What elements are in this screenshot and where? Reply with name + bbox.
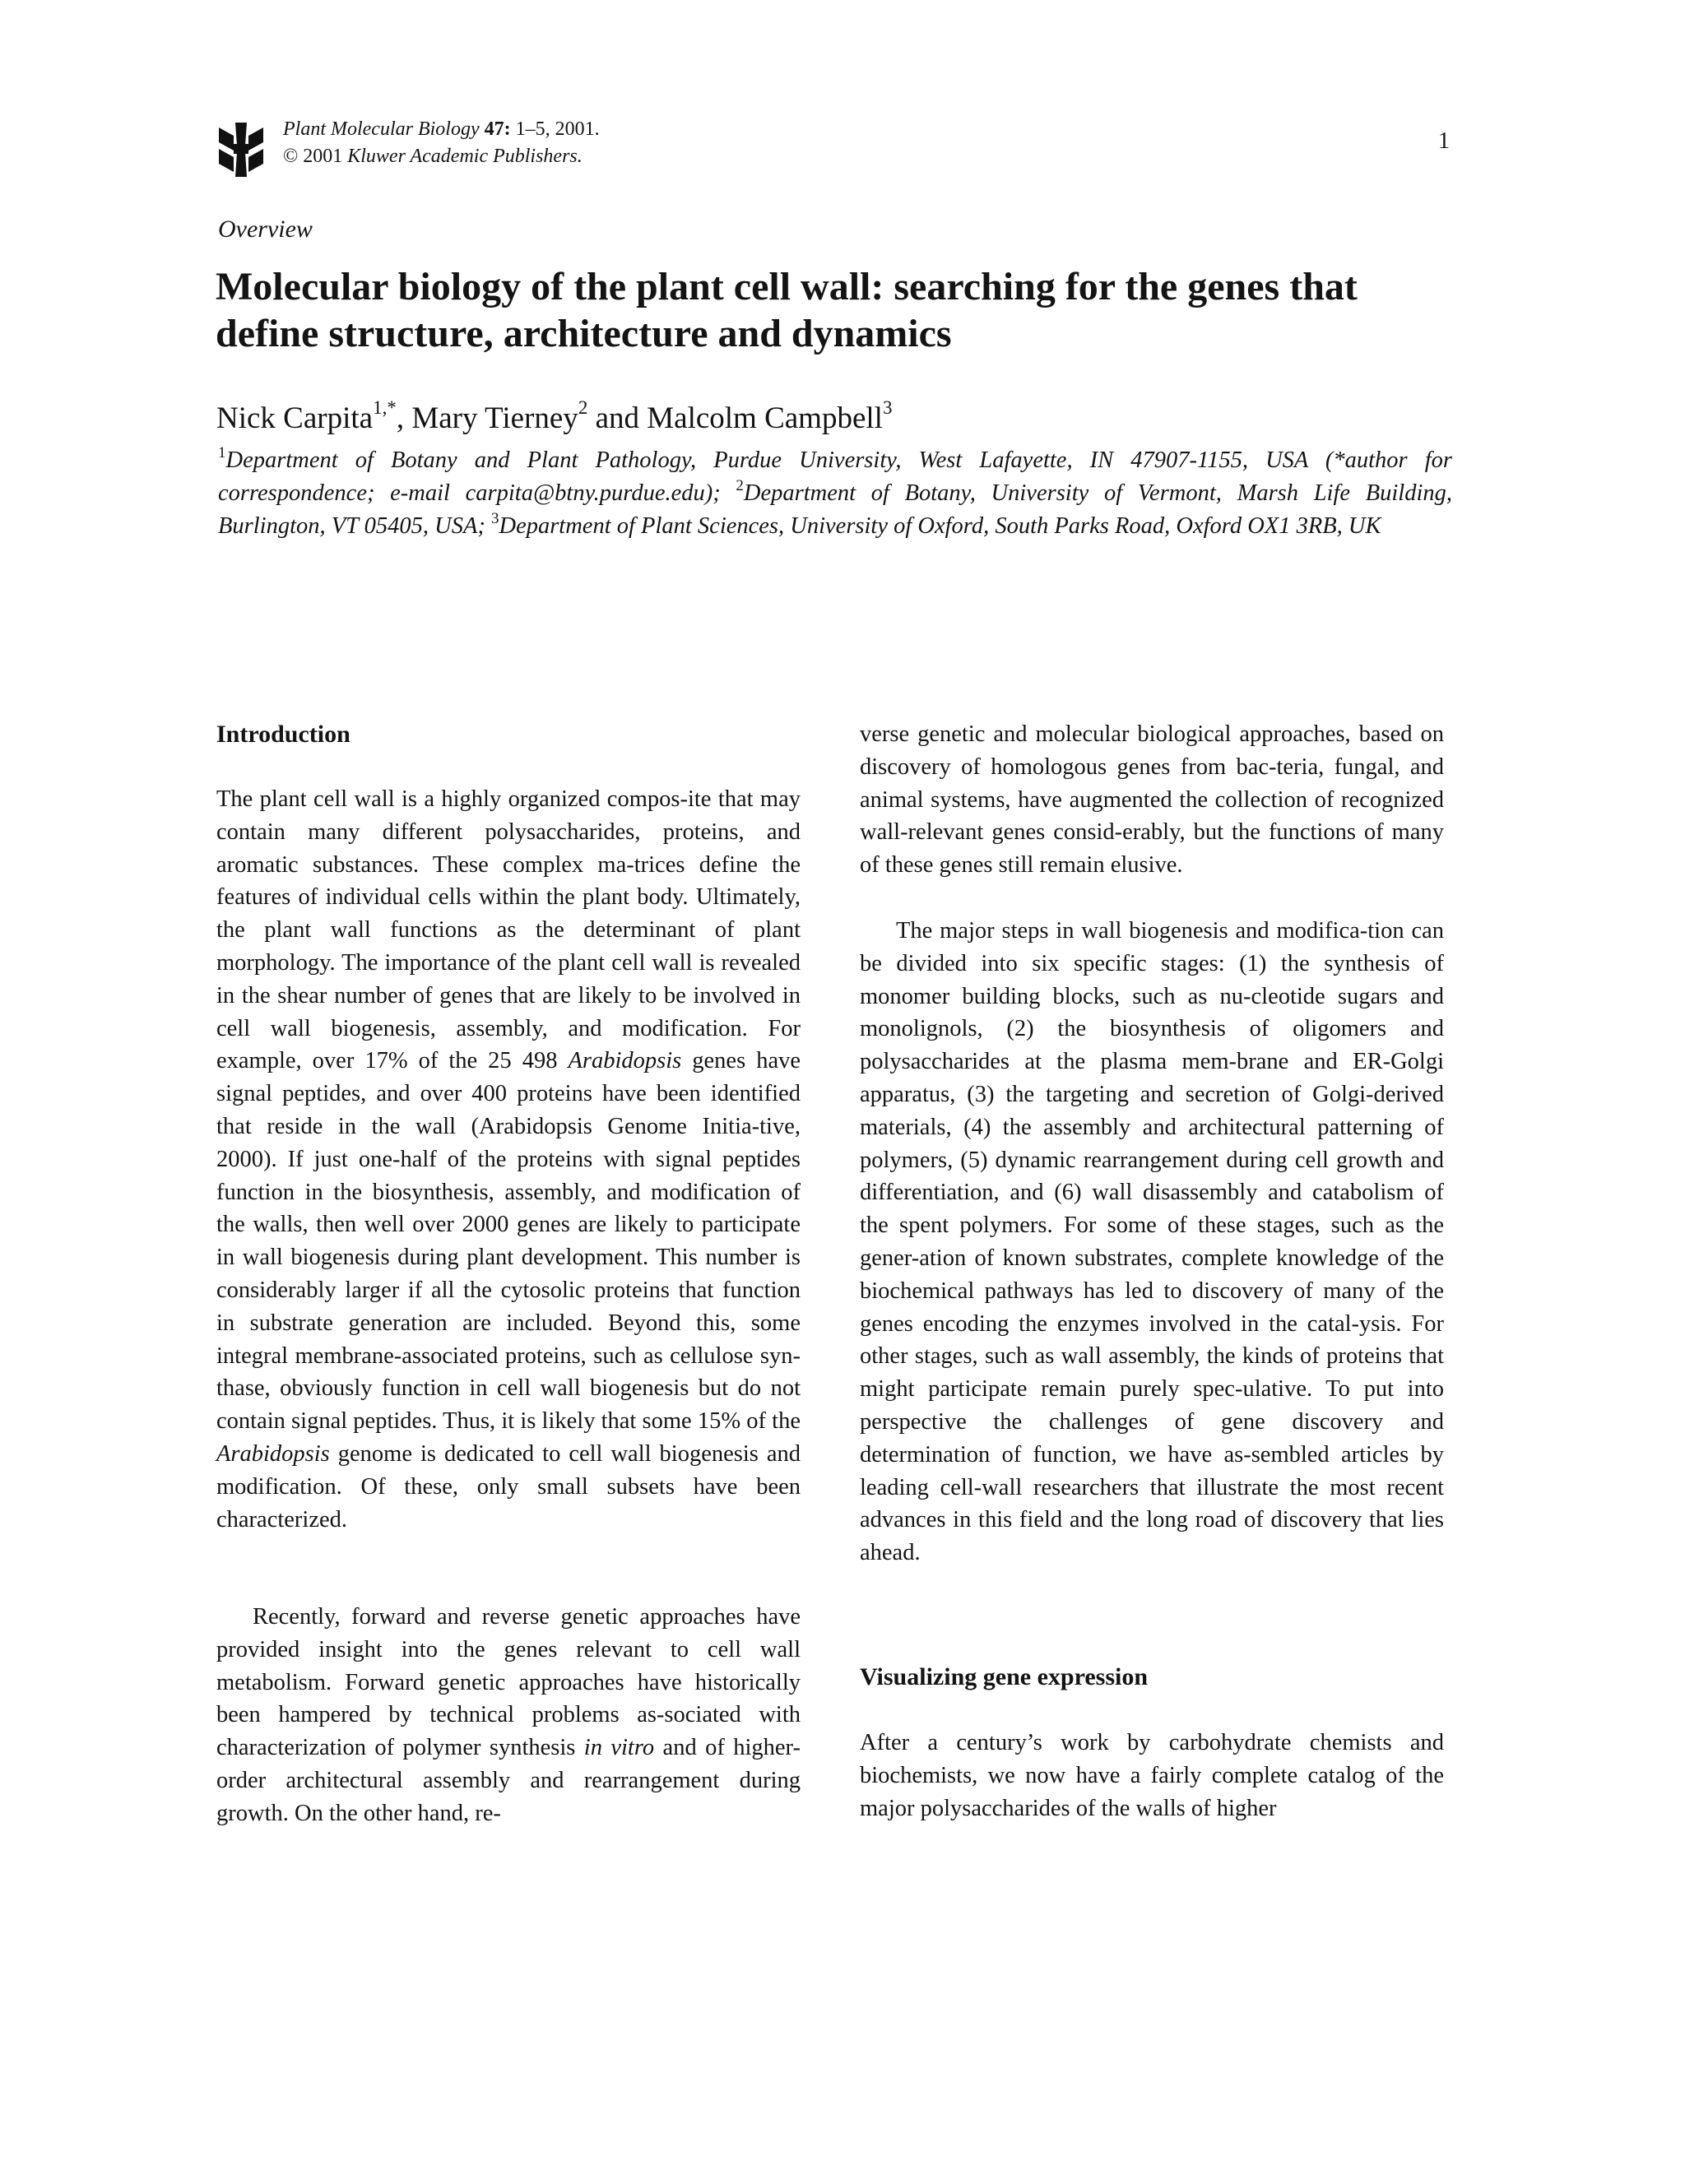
author-list xyxy=(216,397,893,437)
running-header xyxy=(216,116,1450,182)
section-heading-visualizing-gene-expression: Visualizing gene expression xyxy=(860,1663,1149,1690)
body-paragraph: After a century’s work by carbohydrate chemists and biochemists, we now have a fairly complete catalog of the major polysaccharides of the walls of higher xyxy=(860,1730,1444,1821)
body-paragraph: verse genetic and molecular biological approaches, based on discovery of homologous genes from bac-teria, fungal, and animal systems, have augmented the collection of recognized wall-relevant genes consid-erably, but the functions of many of these genes still remain elusive. xyxy=(860,721,1444,879)
author-affiliation-marker: 1,* xyxy=(373,397,397,418)
affiliation-marker: 1 xyxy=(218,444,226,461)
author-affiliation-marker: 2 xyxy=(578,397,588,418)
author-affiliations xyxy=(218,444,1452,542)
italic-term: in vitro xyxy=(583,1735,655,1761)
body-paragraph: The plant cell wall is a highly organized compos-ite that may contain many different polysaccharides, proteins, and aromatic substances. These complex ma-trices define the features of individual cells within the plant body. Ultimately, the plant wall functions as the determinant of plant morphology. The importance of the plant cell wall is revealed in the shear number of genes that are likely to be involved in cell wall biogenesis, assembly, and modification. For example, over 17% of the 25 498 Arabidopsis genes have signal peptides, and over 400 proteins have been identified that reside in the wall (Arabidopsis Genome Initia-tive, 2000). If just one-half of the proteins with signal peptides function in the biosynthesis, assembly, and modification of the walls, then well over 2000 genes are likely to participate in wall biogenesis during plant development. This number is considerably larger if all the cytosolic proteins that function in substrate generation are included. Beyond this, some integral membrane-associated proteins, such as cellulose syn-thase, obviously function in cell wall biogenesis but do not contain signal peptides. Thus, it is likely that some 15% of the Arabidopsis genome is dedicated to cell wall biogenesis and modification. Of these, only small subsets have been characterized. xyxy=(216,786,801,1533)
article-type-label: Overview xyxy=(218,216,313,243)
journal-citation xyxy=(283,116,600,170)
author-name: Malcolm Campbell xyxy=(647,401,883,435)
author-name: Nick Carpita xyxy=(216,401,374,435)
publisher-logo-icon xyxy=(216,121,267,179)
copyright-notice: © 2001 xyxy=(283,146,343,167)
affiliation-marker: 3 xyxy=(490,509,499,527)
author-name: Mary Tierney xyxy=(411,401,578,435)
journal-name: Plant Molecular Biology xyxy=(283,118,480,140)
body-paragraph: Recently, forward and reverse genetic approaches have provided insight into the genes relevant to cell wall metabolism. Forward genetic approaches have historically been hampered by technical problems as-sociated with characterization of polymer synthesis in vitro and of higher-order architectural assembly and rearrangement during growth. On the other hand, re- xyxy=(216,1604,801,1826)
affiliation-text: Department of Plant Sciences, University of Oxford, South Parks Road, Oxford OX1 3RB, UK xyxy=(499,512,1381,539)
publisher-name: Kluwer Academic Publishers. xyxy=(347,146,583,167)
article-title: Molecular biology of the plant cell wall: searching for the genes that define structure, architecture and dynamics xyxy=(216,265,1358,355)
journal-volume: 47: xyxy=(484,118,511,140)
species-name: Arabidopsis xyxy=(216,1440,330,1467)
affiliation-text: Department of Botany, University of Vermont, Marsh Life Building, Burlington, VT 05405, USA; xyxy=(218,480,1453,539)
body-paragraph: The major steps in wall biogenesis and modifica-tion can be divided into six specific stages: (1) the synthesis of monomer building blocks, such as nu-cleotide sugars and monolignols, (2) the biosynthesis of oligomers and polysaccharides at the plasma mem-brane and ER-Golgi apparatus, (3) the targeting and secretion of Golgi-derived materials, (4) the assembly and architectural patterning of polymers, (5) dynamic rearrangement during cell growth and differentiation, and (6) wall disassembly and catabolism of the spent polymers. For some of these stages, such as the gener-ation of known substrates, complete knowledge of the biochemical pathways has led to discovery of many of the genes encoding the enzymes involved in the catal-ysis. For other stages, such as wall assembly, the kinds of proteins that might participate remain purely spec-ulative. To put into perspective the challenges of gene discovery and determination of function, we have as-sembled articles by leading cell-wall researchers that illustrate the most recent advances in this field and the long road of discovery that lies ahead. xyxy=(860,918,1444,1566)
author-affiliation-marker: 3 xyxy=(882,397,893,418)
author-separator: , xyxy=(396,401,412,435)
author-separator: and xyxy=(587,401,648,435)
section-heading-introduction: Introduction xyxy=(216,721,350,748)
page-number: 1 xyxy=(1438,128,1450,154)
species-name: Arabidopsis xyxy=(568,1048,682,1074)
affiliation-marker: 2 xyxy=(736,476,744,494)
journal-pages-year: 1–5, 2001. xyxy=(515,118,600,140)
affiliation-text: Department of Botany and Plant Pathology, Purdue University, West Lafayette, IN 47907-1155, USA (*author for correspondence; e-mail carpita@btny.purdue.edu); xyxy=(218,447,1452,506)
